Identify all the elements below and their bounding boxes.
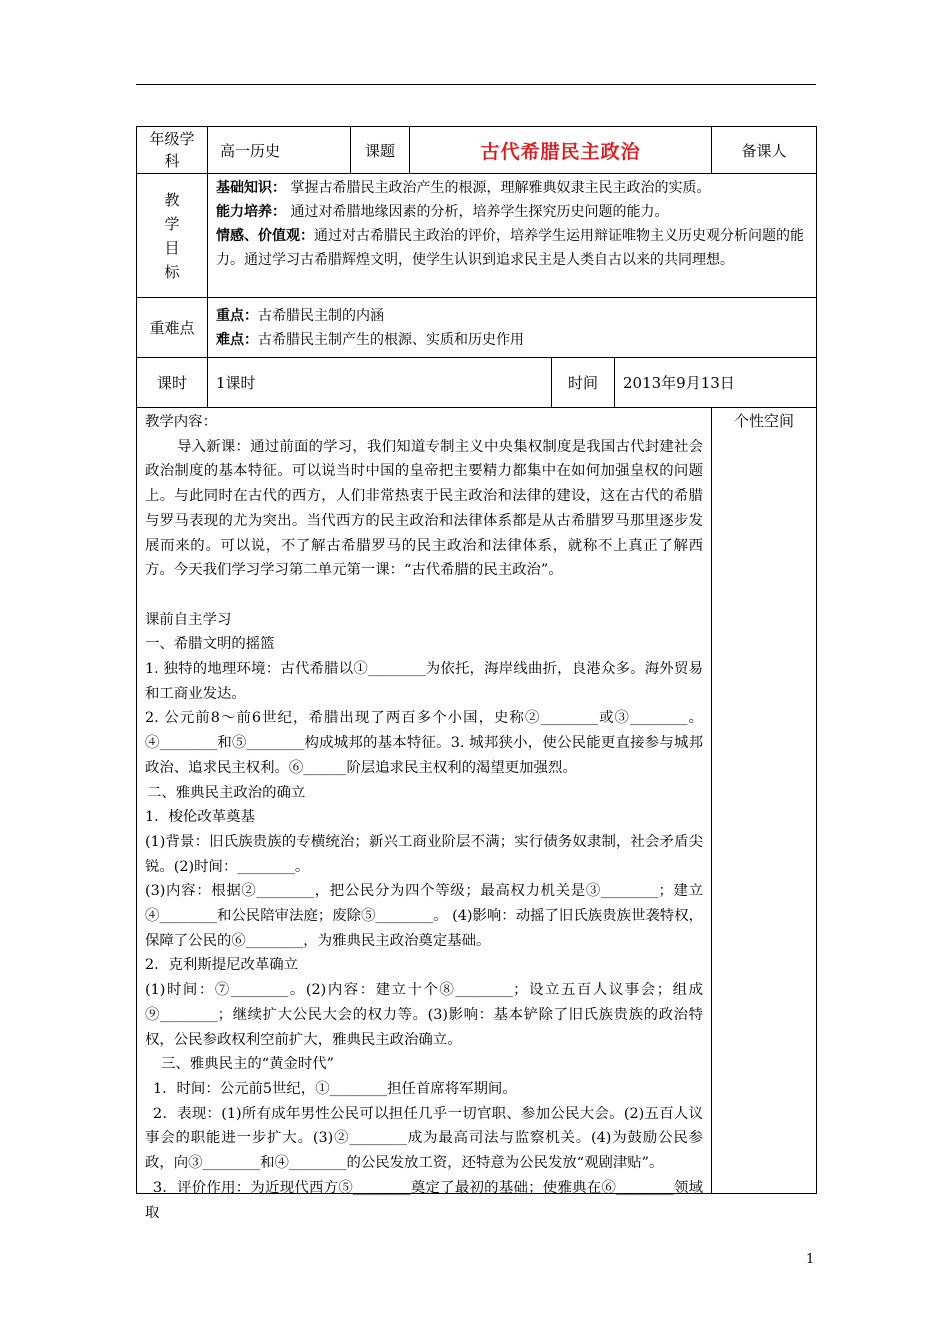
section-heading: 三、雅典民主的“黄金时代” [161, 1056, 335, 1073]
lesson-plan-table [136, 126, 817, 1221]
content-paragraph: (1)时间：⑦________。(2)内容：建立十个⑧________；设立五百人议事会；组成⑨________；继续扩大公民大会的权力等。(3)影响：基本铲除了旧氏族贵族的政治特权，公民参政权利空前扩大，雅典民主政治确立。 [145, 982, 704, 1048]
time-label: 时间 [552, 358, 615, 408]
hard-point-text: 古希腊民主制产生的根源、实质和历史作用 [258, 331, 524, 348]
goals-label-char: 目 [164, 238, 180, 257]
emotion-label: 情感、价值观： [216, 228, 314, 244]
section-heading: 课前自主学习 [145, 611, 232, 628]
content-paragraph: 2．表现：(1)所有成年男性公民可以担任几乎一切官职、参加公民大会。(2)五百人议事会的职能进一步扩大。(3)②________成为最高司法与监察机关。(4)为鼓励公民参政，向③________和④________的公民发放工资，还特意为公民发放“观剧津贴”。 [145, 1105, 704, 1172]
topic-label: 课题 [351, 127, 410, 174]
lesson-title: 古代希腊民主政治 [410, 127, 712, 174]
goals-label-char: 学 [164, 214, 180, 233]
preparer-label: 备课人 [712, 127, 817, 174]
personal-space: 个性空间 [712, 408, 817, 1194]
emotion-text: 通过对古希腊民主政治的评价，培养学生运用辩证唯物主义历史观分析问题的能力。通过学习古希腊辉煌文明，使学生认识到追求民主是人类自古以来的共同理想。 [216, 228, 804, 268]
section-heading: 一、希腊文明的摇篮 [145, 636, 275, 653]
content-row [137, 408, 817, 1194]
page-number: 1 [806, 1252, 815, 1267]
hard-point-label: 难点： [216, 331, 258, 348]
goals-label-char: 教 [164, 190, 180, 209]
header-row [137, 127, 817, 174]
intro-paragraph: 导入新课：通过前面的学习，我们知道专制主义中央集权制度是我国古代封建社会政治制度的基本特征。可以说当时中国的皇帝把主要精力都集中在如何加强皇权的问题上。与此同时在古代的西方，人们非常热衷于民主政治和法律的建设，这在古代的希腊与罗马表现的尤为突出。当代西方的民主政治和法律体系都是从古希腊罗马那里逐步发展而来的。可以说，不了解古希腊罗马的民主政治和法律体系，就称不上真正了解西方。今天我们学习学习第二单元第一课：“古代希腊的民主政治”。 [145, 438, 704, 579]
goals-label-char: 标 [164, 262, 180, 281]
key-point-label: 重点： [216, 307, 258, 324]
knowledge-label: 基础知识： [216, 180, 286, 196]
difficulty-content [208, 298, 817, 358]
goals-content [208, 174, 817, 298]
goals-row [137, 174, 817, 298]
subsection-heading: 1．梭伦改革奠基 [145, 809, 255, 826]
time-value: 2013年9月13日 [615, 358, 817, 408]
content-paragraph: 1．时间：公元前5世纪，①________担任首席将军期间。 [153, 1080, 517, 1097]
hours-value: 1课时 [208, 358, 552, 408]
ability-label: 能力培养： [216, 204, 286, 220]
ability-text: 通过对希腊地缘因素的分析，培养学生探究历史问题的能力。 [290, 204, 669, 220]
teaching-content [137, 408, 712, 1221]
key-point-text: 古希腊民主制的内涵 [258, 307, 384, 324]
blank-line [145, 583, 703, 608]
grade-label: 年级学科 [137, 127, 208, 174]
schedule-row [137, 358, 817, 408]
subsection-heading: 2．克利斯提尼改革确立 [145, 957, 299, 974]
content-paragraph: (1)背景：旧氏族贵族的专横统治；新兴工商业阶层不满；实行债务奴隶制，社会矛盾尖锐。(2)时间：________。 [145, 833, 704, 875]
content-paragraph: 3．评价作用：为近现代西方⑤________奠定了最初的基础；使雅典在⑥________领域取 [145, 1179, 704, 1221]
content-paragraph: 2. 公元前8～前6世纪，希腊出现了两百多个小国，史称②________或③________。④________和⑤________构成城邦的基本特征。3. 城邦狭小，使公民能更直接参与城邦政治、追求民主权利。⑥______阶层追求民主权利的渴望更加强烈。 [145, 710, 704, 776]
difficulty-row [137, 298, 817, 358]
content-heading: 教学内容： [145, 414, 217, 430]
section-heading: 二、雅典民主政治的确立 [147, 784, 306, 801]
content-paragraph: (3)内容：根据②________，把公民分为四个等级；最高权力机关是③________；建立④________和公民陪审法庭；废除⑤________。 (4)影响：动摇了旧氏族贵族世袭特权，保障了公民的⑥________，为雅典民主政治奠定基础。 [145, 883, 704, 949]
content-paragraph: 1. 独特的地理环境：古代希腊以①________为依托，海岸线曲折，良港众多。海外贸易和工商业发达。 [145, 661, 704, 702]
goals-label [137, 174, 208, 298]
header-rule [136, 84, 816, 85]
hours-label: 课时 [137, 358, 208, 408]
knowledge-text: 掌握古希腊民主政治产生的根源，理解雅典奴隶主民主政治的实质。 [290, 180, 711, 196]
difficulty-label: 重难点 [137, 298, 208, 358]
grade-value: 高一历史 [208, 127, 351, 174]
